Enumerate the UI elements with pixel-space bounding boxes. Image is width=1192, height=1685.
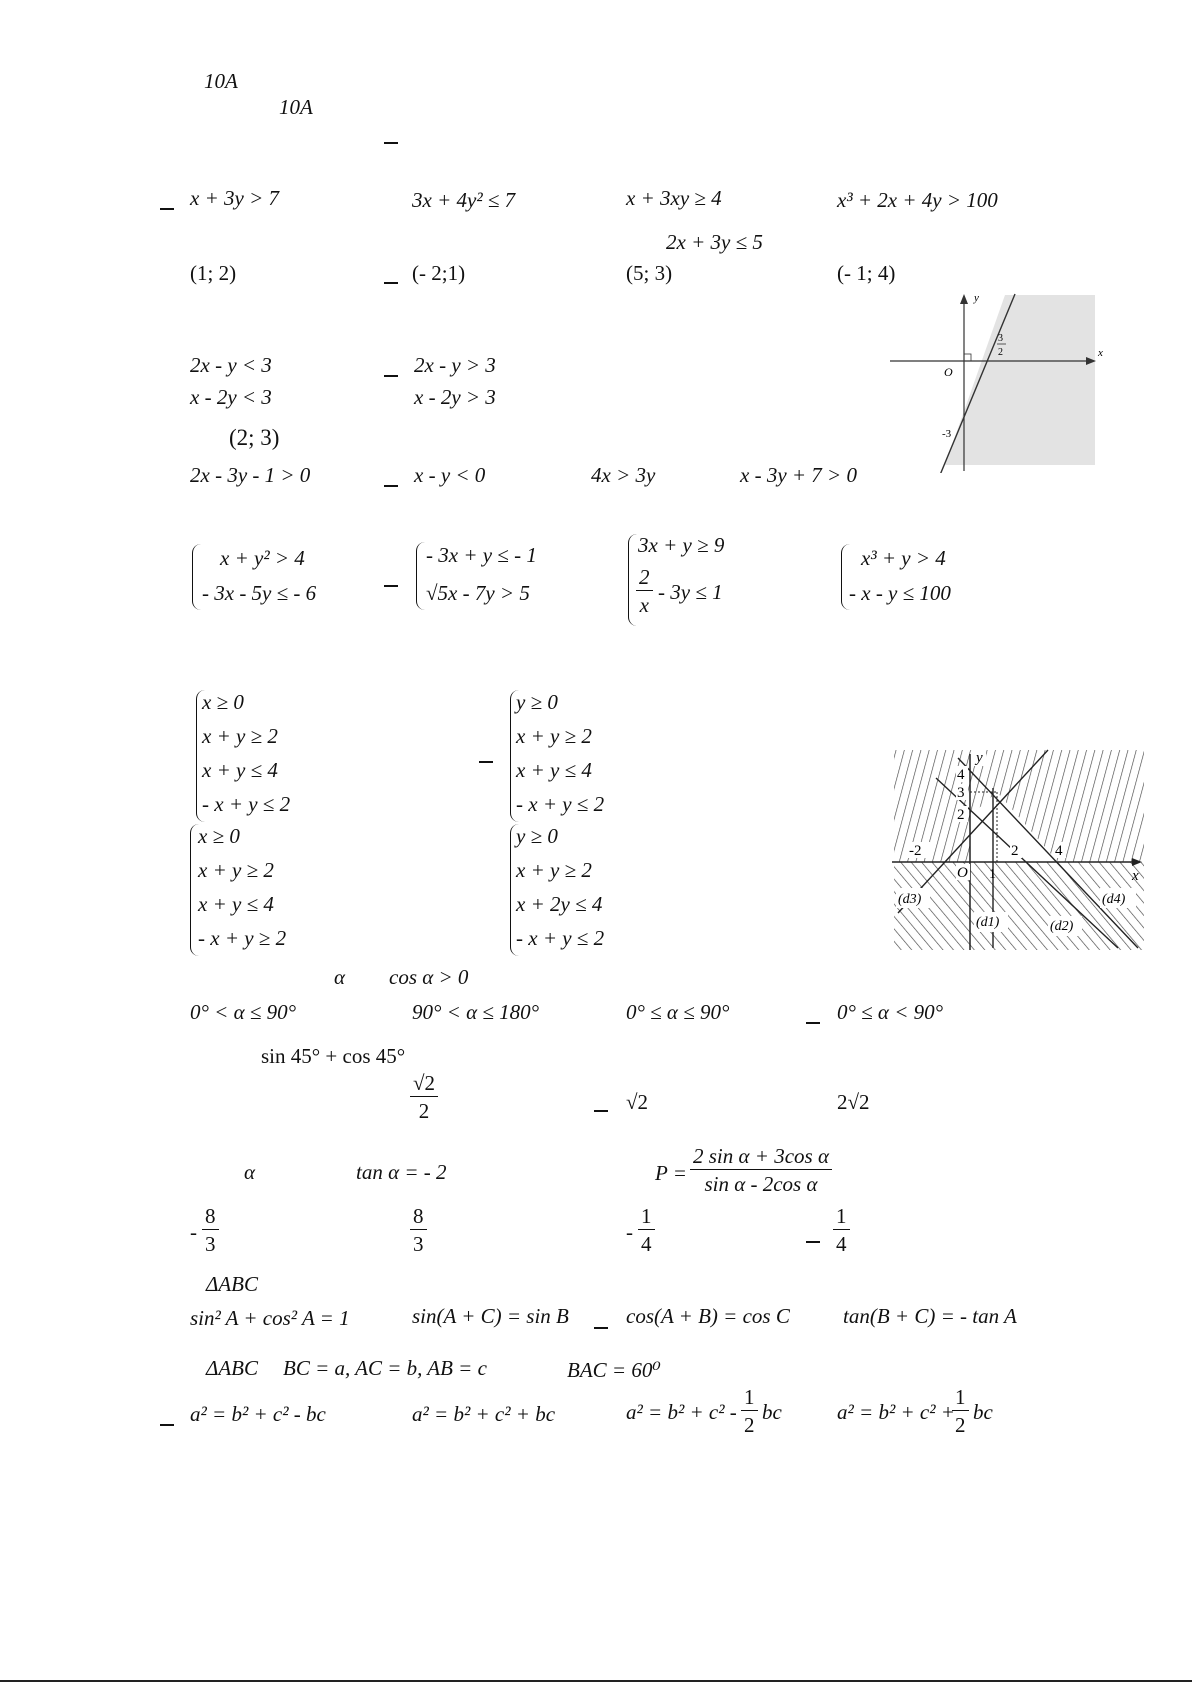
q1-option-a: x + 3y > 7 bbox=[190, 186, 279, 210]
q6-d-line: - x + y ≤ 2 bbox=[516, 926, 605, 950]
q6-line-label: (d3) bbox=[898, 892, 922, 907]
answer-mark bbox=[479, 761, 493, 763]
q6-x-tick: -2 bbox=[909, 843, 922, 859]
answer-mark bbox=[384, 282, 398, 284]
page-bottom-rule bbox=[0, 1680, 1192, 1682]
q6-d-line: x + y ≥ 2 bbox=[516, 858, 592, 882]
q6-x-label: x bbox=[1132, 868, 1139, 884]
q5-d-line1: x³ + y > 4 bbox=[861, 546, 946, 570]
q3-x-intercept-den: 2 bbox=[998, 347, 1003, 358]
q6-b-line: y ≥ 0 bbox=[516, 690, 558, 714]
answer-mark bbox=[384, 375, 398, 377]
q3-y-label: y bbox=[974, 292, 979, 304]
q3-option-b-line1: 2x - y > 3 bbox=[414, 353, 496, 377]
q1-option-c: x + 3xy ≥ 4 bbox=[626, 186, 722, 210]
q11-option-c-fraction: $\frac{1}{2}$ bbox=[741, 1386, 758, 1436]
q7-alpha: α bbox=[334, 965, 346, 989]
q4-option-c: 4x > 3y bbox=[591, 463, 656, 487]
q3-y-intercept-label: -3 bbox=[942, 428, 952, 440]
q9-option-a: $\frac{8}{3}$ bbox=[202, 1205, 219, 1255]
q5-c-fraction: $\frac{2}{x}$ bbox=[636, 566, 653, 616]
q6-line-label: (d4) bbox=[1102, 892, 1126, 907]
q2-inequality: 2x + 3y ≤ 5 bbox=[666, 230, 763, 254]
q9-a-sign: - bbox=[190, 1220, 197, 1244]
q6-d-line: y ≥ 0 bbox=[516, 824, 558, 848]
q6-origin-label: O bbox=[957, 865, 968, 881]
q1-option-b: 3x + 4y² ≤ 7 bbox=[412, 188, 516, 212]
q6-line-label: (d2) bbox=[1050, 919, 1074, 934]
q6-y-tick-4: 4 bbox=[957, 767, 965, 783]
q6-b-line: - x + y ≤ 2 bbox=[516, 792, 605, 816]
q6-d-line: x + 2y ≤ 4 bbox=[516, 892, 603, 916]
q11-option-d-fraction: $\frac{1}{2}$ bbox=[952, 1386, 969, 1436]
q11-option-b: a² = b² + c² + bc bbox=[412, 1402, 556, 1426]
class-label: 10A bbox=[279, 95, 313, 119]
q11-option-d-pre: a² = b² + c² + bbox=[837, 1400, 955, 1424]
brace bbox=[416, 542, 425, 610]
q11-option-c-post: bc bbox=[762, 1400, 782, 1424]
q3-shaded-region bbox=[945, 295, 1095, 465]
q6-b-line: x + y ≤ 4 bbox=[516, 758, 592, 782]
q11-sides: BC = a, AC = b, AB = c bbox=[283, 1356, 487, 1380]
q2-option-b: (- 2;1) bbox=[412, 261, 466, 285]
q10-option-b: sin(A + C) = sin B bbox=[412, 1304, 569, 1328]
answer-mark bbox=[594, 1327, 608, 1329]
q6-x-tick: 2 bbox=[1011, 843, 1019, 859]
q9-option-b: $\frac{8}{3}$ bbox=[410, 1205, 427, 1255]
q6-c-line: x + y ≥ 2 bbox=[198, 858, 274, 882]
answer-mark bbox=[160, 208, 174, 210]
q6-c-line: x ≥ 0 bbox=[198, 824, 240, 848]
q9-c-sign: - bbox=[626, 1220, 633, 1244]
q6-a-line: x + y ≤ 4 bbox=[202, 758, 278, 782]
q3-x-label: x bbox=[1098, 347, 1103, 359]
q7-option-a: 0° < α ≤ 90° bbox=[190, 1000, 297, 1024]
q5-a-line1: x + y² > 4 bbox=[220, 546, 305, 570]
q3-option-b-line2: x - 2y > 3 bbox=[414, 385, 496, 409]
q7-option-b: 90° < α ≤ 180° bbox=[412, 1000, 540, 1024]
q9-p-label: P = bbox=[655, 1161, 687, 1185]
q3-graph bbox=[888, 288, 1110, 473]
q11-option-a: a² = b² + c² - bc bbox=[190, 1402, 326, 1426]
q8-option-d: 2√2 bbox=[837, 1090, 870, 1114]
q4-option-b: x - y < 0 bbox=[414, 463, 486, 487]
q3-x-intercept-num: 3 bbox=[998, 333, 1003, 344]
answer-mark bbox=[806, 1022, 820, 1024]
q3-origin-label: O bbox=[944, 365, 953, 379]
q9-alpha: α bbox=[244, 1160, 256, 1184]
q6-x-tick: 1 bbox=[989, 867, 996, 882]
q4-option-d: x - 3y + 7 > 0 bbox=[740, 463, 857, 487]
q9-option-d: $\frac{1}{4}$ bbox=[833, 1205, 850, 1255]
q4-point: (2; 3) bbox=[229, 425, 280, 450]
q6-x-tick: 4 bbox=[1055, 843, 1063, 859]
q6-a-line: - x + y ≤ 2 bbox=[202, 792, 291, 816]
q10-option-d: tan(B + C) = - tan A bbox=[843, 1304, 1017, 1328]
q3-option-a-line1: 2x - y < 3 bbox=[190, 353, 272, 377]
q11-triangle: ΔABC bbox=[206, 1356, 258, 1380]
answer-mark bbox=[806, 1241, 820, 1243]
brace bbox=[192, 544, 201, 610]
q9-given: tan α = - 2 bbox=[356, 1160, 447, 1184]
q3-y-arrow bbox=[960, 294, 968, 304]
q9-option-c: $\frac{1}{4}$ bbox=[638, 1205, 655, 1255]
q5-a-line2: - 3x - 5y ≤ - 6 bbox=[202, 581, 317, 605]
answer-mark bbox=[594, 1110, 608, 1112]
q7-condition: cos α > 0 bbox=[389, 965, 469, 989]
q6-a-line: x + y ≥ 2 bbox=[202, 724, 278, 748]
class-label: 10A bbox=[204, 69, 238, 93]
q11-option-d-post: bc bbox=[973, 1400, 993, 1424]
q6-y-label: y bbox=[976, 750, 983, 766]
q8-expression: sin 45° + cos 45° bbox=[261, 1044, 406, 1068]
q5-b-line1: - 3x + y ≤ - 1 bbox=[426, 543, 537, 567]
q6-c-line: x + y ≤ 4 bbox=[198, 892, 274, 916]
q6-a-line: x ≥ 0 bbox=[202, 690, 244, 714]
q2-option-a: (1; 2) bbox=[190, 261, 237, 285]
answer-mark bbox=[160, 1424, 174, 1426]
q6-c-line: - x + y ≥ 2 bbox=[198, 926, 287, 950]
q6-b-line: x + y ≥ 2 bbox=[516, 724, 592, 748]
q5-c-line2-rest: - 3y ≤ 1 bbox=[658, 580, 723, 604]
q11-angle: BAC = 60⁰ bbox=[567, 1358, 661, 1382]
q2-option-c: (5; 3) bbox=[626, 261, 673, 285]
q7-option-d: 0° ≤ α < 90° bbox=[837, 1000, 944, 1024]
q4-option-a: 2x - 3y - 1 > 0 bbox=[190, 463, 311, 487]
q5-c-line1: 3x + y ≥ 9 bbox=[638, 533, 725, 557]
q10-triangle: ΔABC bbox=[206, 1272, 258, 1296]
q5-b-line2: √5x - 7y > 5 bbox=[426, 581, 530, 605]
q1-option-d: x³ + 2x + 4y > 100 bbox=[837, 188, 998, 212]
q3-right-angle bbox=[964, 354, 971, 361]
q2-option-d: (- 1; 4) bbox=[837, 261, 896, 285]
q8-option-b: $\frac{√2}{2}$ bbox=[410, 1072, 438, 1122]
q7-option-c: 0° ≤ α ≤ 90° bbox=[626, 1000, 730, 1024]
q6-y-tick-2: 2 bbox=[957, 807, 965, 823]
q3-option-a-line2: x - 2y < 3 bbox=[190, 385, 272, 409]
q11-option-c-pre: a² = b² + c² - bbox=[626, 1400, 737, 1424]
q9-p-fraction: $\frac{\text{2 sin α + 3cos α}}{\text{sin α - 2cos α}}$ bbox=[690, 1145, 832, 1195]
dash-mark bbox=[384, 142, 398, 144]
q6-y-tick-3: 3 bbox=[957, 785, 965, 801]
q10-option-c: cos(A + B) = cos C bbox=[626, 1304, 790, 1328]
answer-mark bbox=[384, 485, 398, 487]
q10-option-a: sin² A + cos² A = 1 bbox=[190, 1306, 350, 1330]
answer-mark bbox=[384, 585, 398, 587]
q6-graph bbox=[888, 748, 1146, 952]
q6-line-label: (d1) bbox=[976, 915, 1000, 930]
q8-option-c: √2 bbox=[626, 1090, 649, 1114]
q5-d-line2: - x - y ≤ 100 bbox=[849, 581, 951, 605]
